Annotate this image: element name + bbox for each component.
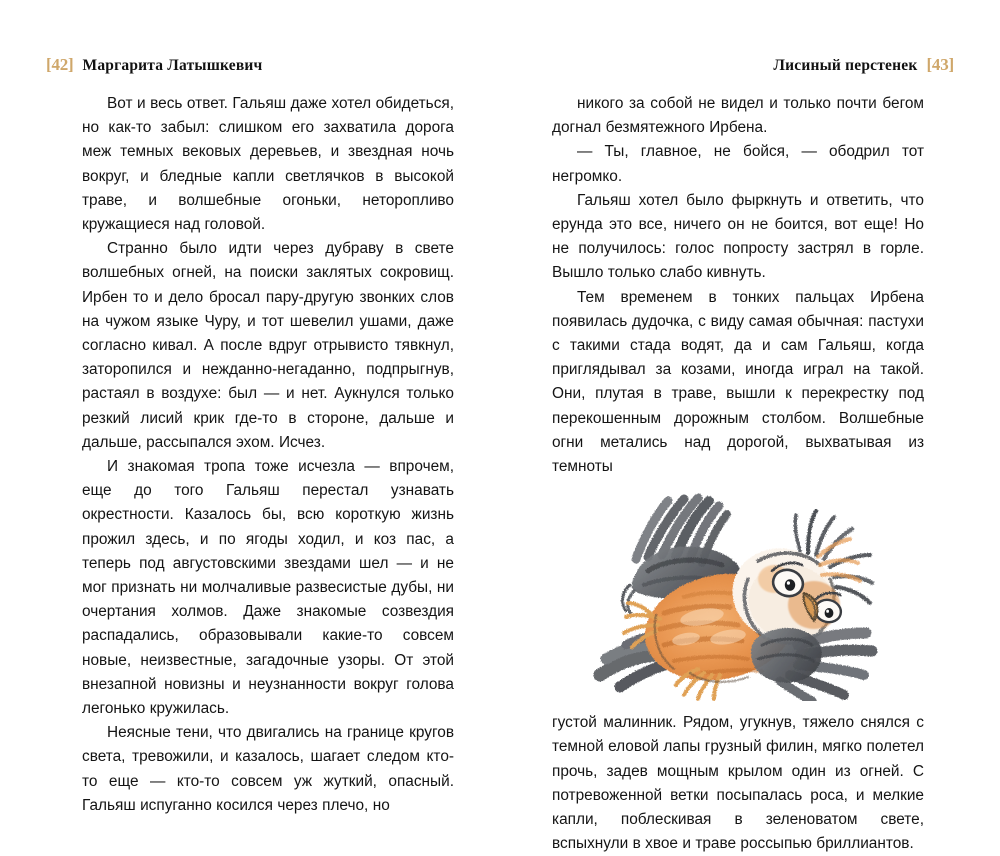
running-head-right — [773, 55, 954, 75]
author-name: Маргарита Латышкевич — [82, 57, 263, 74]
right-body-text-top — [552, 92, 924, 479]
folio-right: [43] — [926, 55, 954, 74]
paragraph: Неясные тени, что двигались на границе кругов света, тревожили, и казалось, шагает следом кто-то еще — кто-то совсем уж жуткий, опасный. Гальяш испуганно косился через плечо, но — [82, 724, 454, 814]
flying-eagle-owl-illustration — [552, 487, 924, 701]
paragraph: Тем временем в тонких пальцах Ирбена появилась дудочка, с виду самая обычная: пастухи с такими стада водят, да и сам Гальяш, когда приглядывал за козами, иногда играл на такой. Они, плутая в траве, вышли к перекрестку под перекошенным дорожным столбом. Волшебные огни метались над дорогой, выхватывая из темноты — [552, 288, 924, 476]
paragraph: Странно было идти через дубраву в свете волшебных огней, на поиски заклятых сокровищ. Ирбен то и дело бросал пару-другую звонких слов на чужом языке Чуру, и тот шевелил ушами, даже согласно кивал. А после вдруг отрывисто тявкнул, заторопился и нежданно-негаданно, подпрыгнув, растаял в воздухе: был — и нет. Аукнулся только резкий лисий крик где-то в стороне, дальше и дальше, рассыпался эхом. Исчез. — [82, 240, 454, 451]
right-body-text-bottom — [552, 711, 924, 856]
left-body-text — [82, 92, 454, 818]
folio-left: [42] — [46, 55, 74, 74]
left-page-text-column — [82, 92, 454, 818]
right-page-text-column — [552, 92, 924, 856]
running-head-left — [46, 55, 262, 75]
paragraph: И знакомая тропа тоже исчезла — впрочем, еще до того Гальяш перестал узнавать окрестности. Казалось бы, всю короткую жизнь прожил здесь, и по ягоды ходил, и коз пас, а теперь под августовскими звездами шел — и не мог признать ни молчаливые развесистые дубы, ни очертания холмов. Даже знакомые созвездия распадались, образовывали какие-то совсем новые, неизвестные, загадочные узоры. От этой внезапной новизны и неузнанности вокруг голова легонько кружилась. — [82, 458, 454, 718]
paragraph: Гальяш хотел было фыркнуть и ответить, что ерунда это все, ничего он не боится, вот еще! Но не получилось: голос попросту застрял в горле. Вышло только слабо кивнуть. — [552, 191, 924, 282]
paragraph: Вот и весь ответ. Гальяш даже хотел обидеться, но как-то забыл: слишком его захватила дорога меж темных вековых деревьев, и звездная ночь вокруг, и бледные капли светлячков в высокой траве, и волшебные огоньки, неторопливо кружащиеся над головой. — [82, 95, 454, 234]
paragraph: никого за собой не видел и только почти бегом догнал безмятежного Ирбена. — [552, 95, 924, 137]
paragraph-dialogue: — Ты, главное, не бойся, — ободрил тот негромко. — [552, 143, 924, 185]
story-title: Лисиный перстенек — [773, 57, 918, 74]
paragraph: густой малинник. Рядом, угукнув, тяжело снялся с темной еловой лапы грузный филин, мягко полетел прочь, задев мощным крылом один из огней. С потревоженной ветки посыпалась роса, и мелкие капли, поблескивая в зеленоватом свете, вспыхнули в хвое и траве россыпью бриллиантов. — [552, 714, 924, 853]
